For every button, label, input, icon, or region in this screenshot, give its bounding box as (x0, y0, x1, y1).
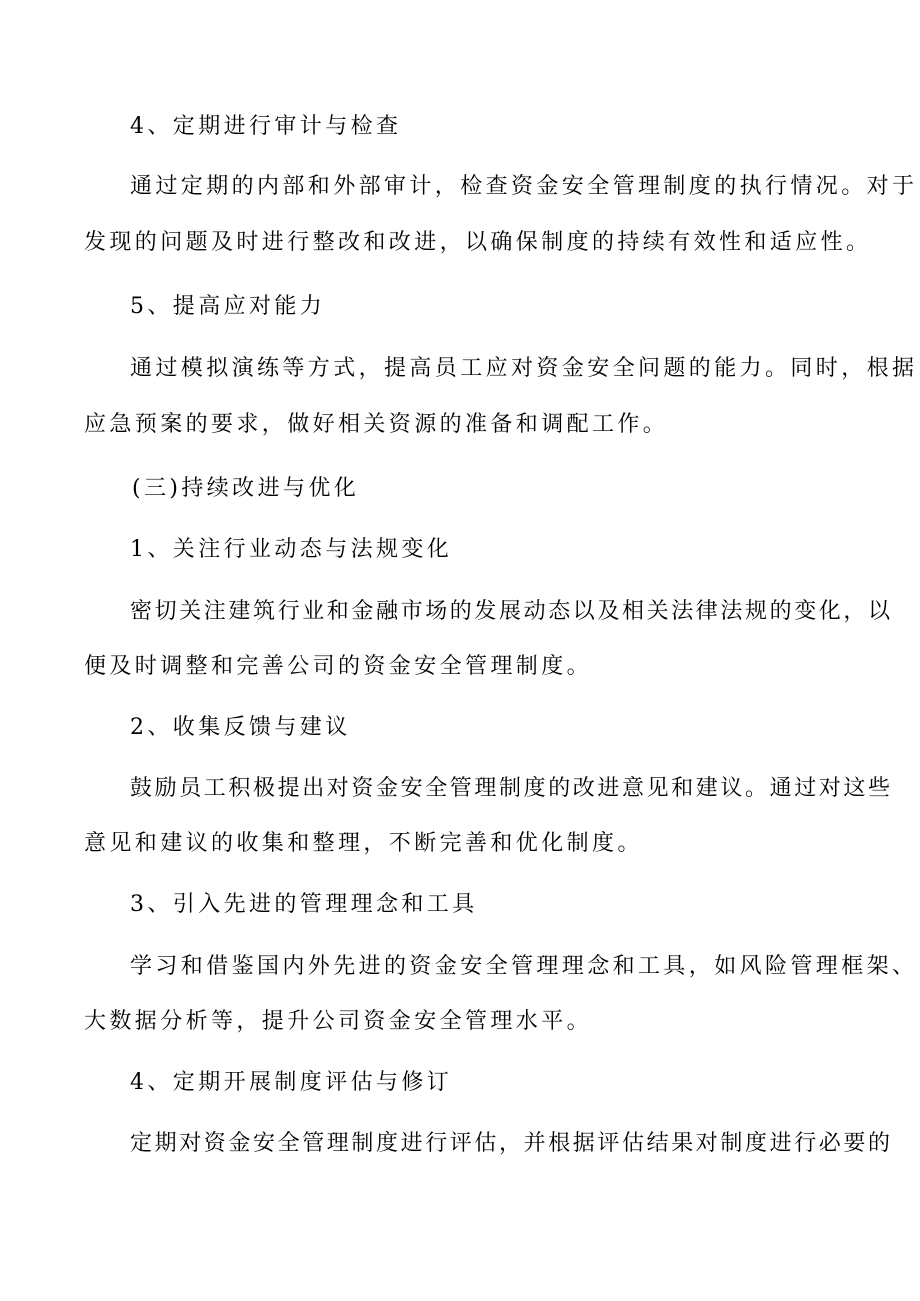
heading-response-capability: 5、提高应对能力 (130, 294, 326, 319)
heading-evaluation-revision: 4、定期开展制度评估与修订 (130, 1070, 453, 1095)
paragraph-feedback-line-1: 鼓励员工积极提出对资金安全管理制度的改进意见和建议。通过对这些 (130, 776, 893, 801)
paragraph-response-line-2: 应急预案的要求，做好相关资源的准备和调配工作。 (84, 412, 669, 437)
paragraph-audit-line-1: 通过定期的内部和外部审计，检查资金安全管理制度的执行情况。对于 (130, 174, 918, 199)
paragraph-audit-line-2: 发现的问题及时进行整改和改进，以确保制度的持续有效性和适应性。 (84, 230, 872, 255)
paragraph-response-line-1: 通过模拟演练等方式，提高员工应对资金安全问题的能力。同时，根据 (130, 356, 918, 381)
heading-advanced-tools: 3、引入先进的管理理念和工具 (130, 892, 478, 917)
paragraph-tools-line-1: 学习和借鉴国内外先进的资金安全管理理念和工具，如风险管理框架、 (130, 954, 918, 979)
heading-industry-regulation: 1、关注行业动态与法规变化 (130, 537, 453, 562)
paragraph-feedback-line-2: 意见和建议的收集和整理，不断完善和优化制度。 (84, 831, 643, 856)
heading-feedback: 2、收集反馈与建议 (130, 715, 351, 740)
paragraph-evaluation-line-1: 定期对资金安全管理制度进行评估，并根据评估结果对制度进行必要的 (130, 1131, 893, 1156)
paragraph-tools-line-2: 大数据分析等，提升公司资金安全管理水平。 (84, 1009, 593, 1034)
heading-audit-inspection: 4、定期进行审计与检查 (130, 114, 402, 139)
paragraph-industry-line-1: 密切关注建筑行业和金融市场的发展动态以及相关法律法规的变化，以 (130, 599, 893, 624)
paragraph-industry-line-2: 便及时调整和完善公司的资金安全管理制度。 (84, 654, 593, 679)
section-heading-continuous-improvement: (三)持续改进与优化 (132, 476, 360, 501)
